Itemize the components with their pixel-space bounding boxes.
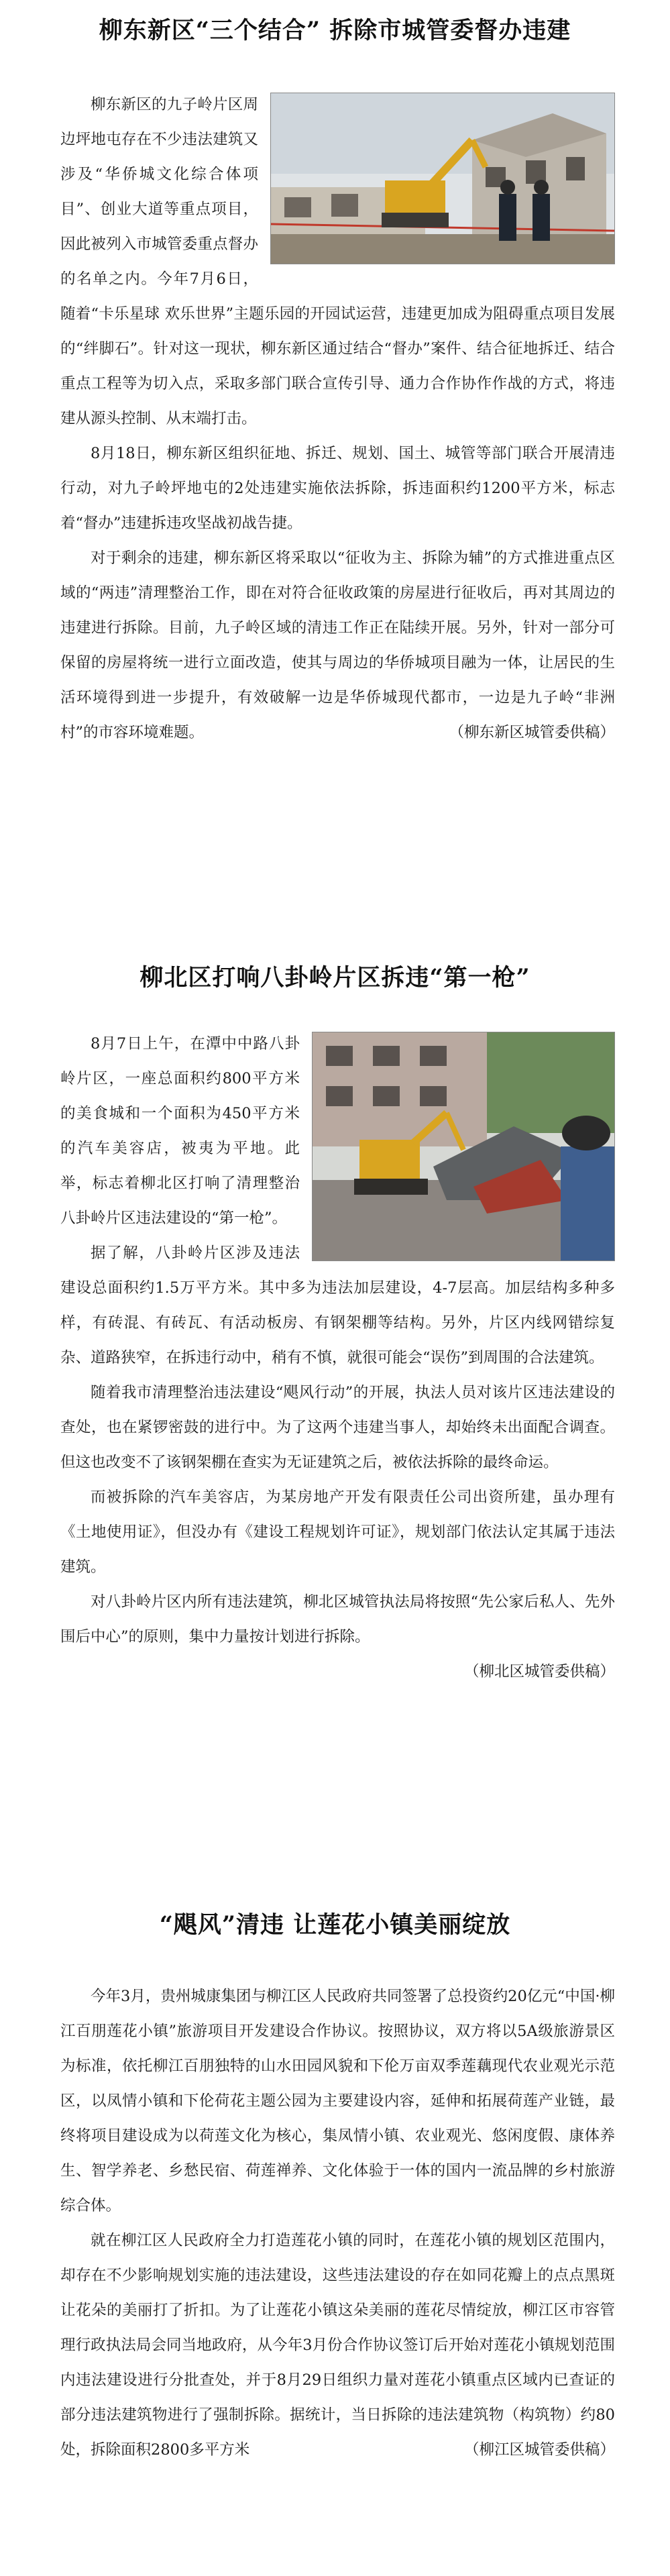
paragraph-text: 就在柳江区人民政府全力打造莲花小镇的同时，在莲花小镇的规划区范围内，却存在不少影响规划实施的违法建设，这些违法建设的存在如同花瓣上的点点黑斑让花朵的美丽打了折扣。为了让莲花小镇这朵美丽的莲花尽情绽放，柳江区市容管理行政执法局会同当地政府，从今年3月份合作协议签订后开始对莲花小镇规划范围内违法建设进行分批查处，并于8月29日组织力量对莲花小镇重点区域内已查证的部分违法建筑物进行了强制拆除。据统计，当日拆除的违法建筑物（构筑物）约80处，拆除面积2800多平方米 [60,2232,615,2459]
paragraph: 而被拆除的汽车美容店，为某房地产开发有限责任公司出资所建，虽办理有《土地使用证》，但没办有《建设工程规划许可证》，规划部门依法认定其属于违法建筑。 [60,1489,615,1576]
paragraph: 柳东新区的九子岭片区周边坪地屯存在不少违法建筑又涉及“华侨城文化综合体项目”、创业大道等重点项目，因此被列入市城管委重点督办的名单之内。今年7月6日，随着“卡乐星球 欢乐世界”主题乐园的开园试运营，违建更加成为阻碍重点项目发展的“绊脚石”。针对这一现状，柳东新区通过结合“督办”案件、结合征地拆迁、结合重点工程等为切入点，采取多部门联合宣传引导、通力合作协作作战的方式，将违建从源头控制、从末端打击。 [60,96,615,427]
paragraph: 对八卦岭片区内所有违法建筑，柳北区城管执法局将按照“先公家后私人、先外围后中心”的原则，集中力量按计划进行拆除。 [60,1593,615,1646]
paragraph: 8月18日，柳东新区组织征地、拆迁、规划、国土、城管等部门联合开展清违行动，对九子岭坪地屯的2处违建实施依法拆除，拆违面积约1200平方米，标志着“督办”违建拆违攻坚战初战告捷。 [60,445,615,532]
paragraph: 8月7日上午，在潭中中路八卦岭片区，一座总面积约800平方米的美食城和一个面积为450平方米的汽车美容店，被夷为平地。此举，标志着柳北区打响了清理整治八卦岭片区违法建设的“第一枪”。 [60,1035,300,1227]
paragraph: 据了解，八卦岭片区涉及违法建设总面积约1.5万平方米。其中多为违法加层建设，4-7层高。加层结构多种多样，有砖混、有砖瓦、有活动板房、有钢架棚等结构。另外，片区内线网错综复杂、道路狭窄，在拆违行动中，稍有不慎，就很可能会“误伤”到周围的合法建筑。 [60,1244,615,1366]
article-title: 柳北区打响八卦岭片区拆违“第一枪” [139,964,531,991]
article-liujiang [0,1907,670,1940]
source-credit: （柳东新区城管委供稿） [449,724,615,741]
excavator-demolition-photo [270,93,615,264]
paragraph [60,541,615,750]
article-liubei [0,959,670,993]
article-body [60,87,615,750]
paragraph [60,2223,615,2467]
article-title: “飓风”清违 让莲花小镇美丽绽放 [159,1911,511,1939]
article-liudong [0,12,670,46]
paragraph: 随着我市清理整治违法建设“飓风行动”的开展，执法人员对该片区违法建设的查处，也在紧锣密鼓的进行中。为了这两个违建当事人，却始终未出面配合调查。但这也改变不了该钢架棚在查实为无证建筑之后，被依法拆除的最终命运。 [60,1384,615,1471]
paragraph: 今年3月，贵州城康集团与柳江区人民政府共同签署了总投资约20亿元“中国·柳江百朋莲花小镇”旅游项目开发建设合作协议。按照协议，双方将以5A级旅游景区为标准，依托柳江百朋独特的山水田园风貌和下伦万亩双季莲藕现代农业观光示范区，以凤情小镇和下伦荷花主题公园为主要建设内容，延伸和拓展荷莲产业链，最终将项目建设成为以荷莲文化为核心，集凤情小镇、农业观光、悠闲度假、康体养生、智学养老、乡愁民宿、荷莲禅养、文化体验于一体的国内一流品牌的乡村旅游综合体。 [60,1988,615,2214]
photo-image [313,1032,614,1260]
paragraph-text: 对于剩余的违建，柳东新区将采取以“征收为主、拆除为辅”的方式推进重点区域的“两违”清理整治工作，即在对符合征收政策的房屋进行征收后，再对其周边的违建进行拆除。目前，九子岭区域的清违工作正在陆续开展。另外，针对一部分可保留的房屋将统一进行立面改造，使其与周边的华侨城项目融为一体，让居民的生活环境得到进一步提升，有效破解一边是华侨城现代都市，一边是九子岭“非洲村”的市容环境难题。 [60,549,615,741]
photo-image [271,93,614,264]
article-body [60,1026,615,1689]
demolition-site-photo [312,1032,615,1261]
source-credit: （柳北区城管委供稿） [463,1663,615,1680]
article-body [60,1979,615,2467]
article-title: 柳东新区“三个结合” 拆除市城管委督办违建 [99,17,571,44]
source-credit: （柳江区城管委供稿） [463,2441,615,2459]
